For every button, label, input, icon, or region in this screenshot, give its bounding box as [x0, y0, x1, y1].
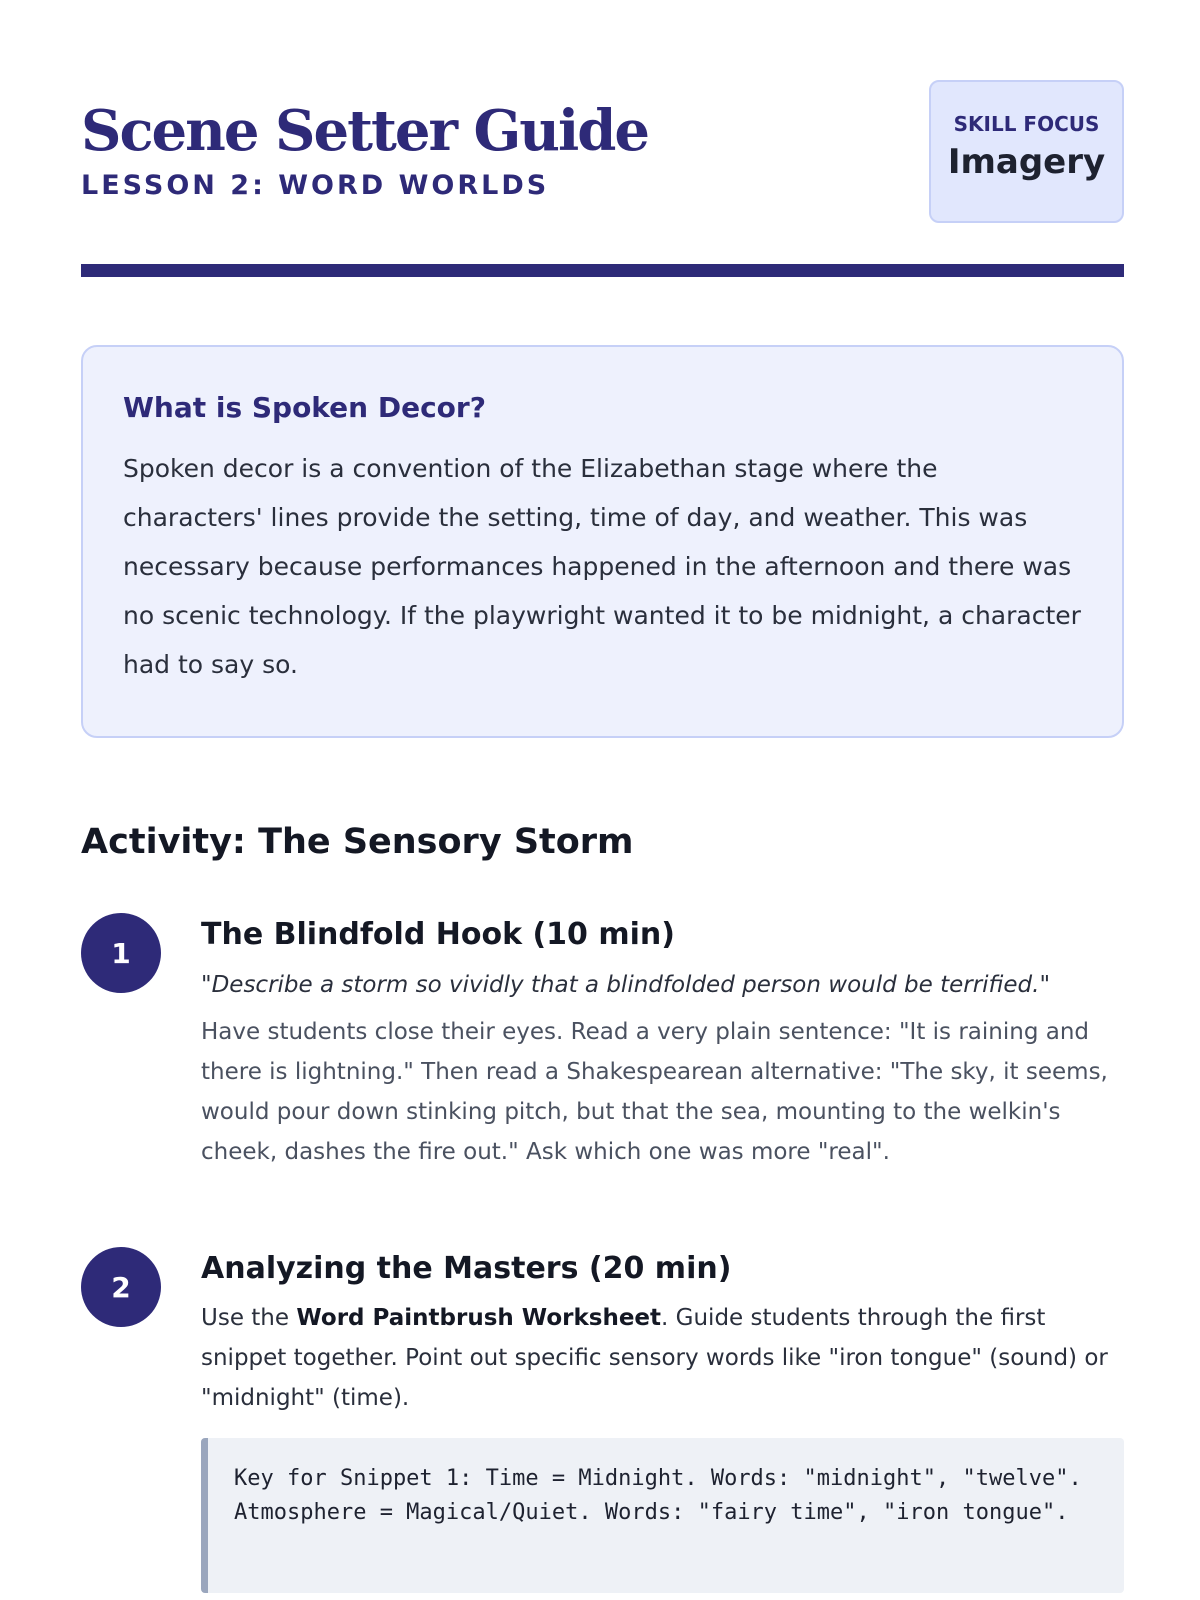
page-title: Scene Setter Guide	[81, 98, 649, 164]
page-header	[81, 80, 1124, 280]
worksheet-name: Word Paintbrush Worksheet	[296, 1305, 662, 1331]
skill-focus-value: Imagery	[947, 142, 1106, 182]
step-number-badge: 1	[81, 913, 161, 993]
step-title: The Blindfold Hook (10 min)	[201, 917, 675, 952]
step-title: Analyzing the Masters (20 min)	[201, 1251, 732, 1286]
step-body	[201, 913, 1124, 1172]
step-text: Have students close their eyes. Read a very plain sentence: "It is raining and there is lightning." Then read a Shakespearean alternative: "The sky, it seems, would pour down stinking pitch, but that the sea, mounting to the welkin's cheek, dashes the fire out." Ask which one was more "real".	[201, 1019, 1108, 1165]
info-box	[81, 345, 1124, 738]
step-body	[201, 1247, 1124, 1593]
info-heading: What is Spoken Decor?	[123, 391, 486, 424]
lesson-subtitle: LESSON 2: WORD WORLDS	[81, 170, 550, 201]
header-divider	[81, 264, 1124, 277]
step-text-intro: Use the	[201, 1305, 297, 1331]
step-text	[201, 1298, 1124, 1418]
info-text: Spoken decor is a convention of the Elizabethan stage where the characters' lines provide the setting, time of day, and weather. This was necessary because performances happened in the afternoon and there was no scenic technology. If the playwright wanted it to be midnight, a character had to say so.	[123, 454, 1081, 679]
skill-focus-label: SKILL FOCUS	[953, 112, 1100, 136]
step-quote: "Describe a storm so vividly that a blindfolded person would be terrified."	[201, 972, 1051, 998]
answer-key-box: Key for Snippet 1: Time = Midnight. Words: "midnight", "twelve". Atmosphere = Magical/Quiet. Words: "fairy time", "iron tongue".	[201, 1438, 1124, 1593]
step-text-rest: . Guide students through the first snippet together. Point out specific sensory words like "iron tongue" (sound) or "midnight" (time).	[201, 1305, 1108, 1411]
skill-focus-badge	[929, 80, 1124, 223]
activity-title: Activity: The Sensory Storm	[81, 822, 634, 862]
step-number-badge: 2	[81, 1247, 161, 1327]
